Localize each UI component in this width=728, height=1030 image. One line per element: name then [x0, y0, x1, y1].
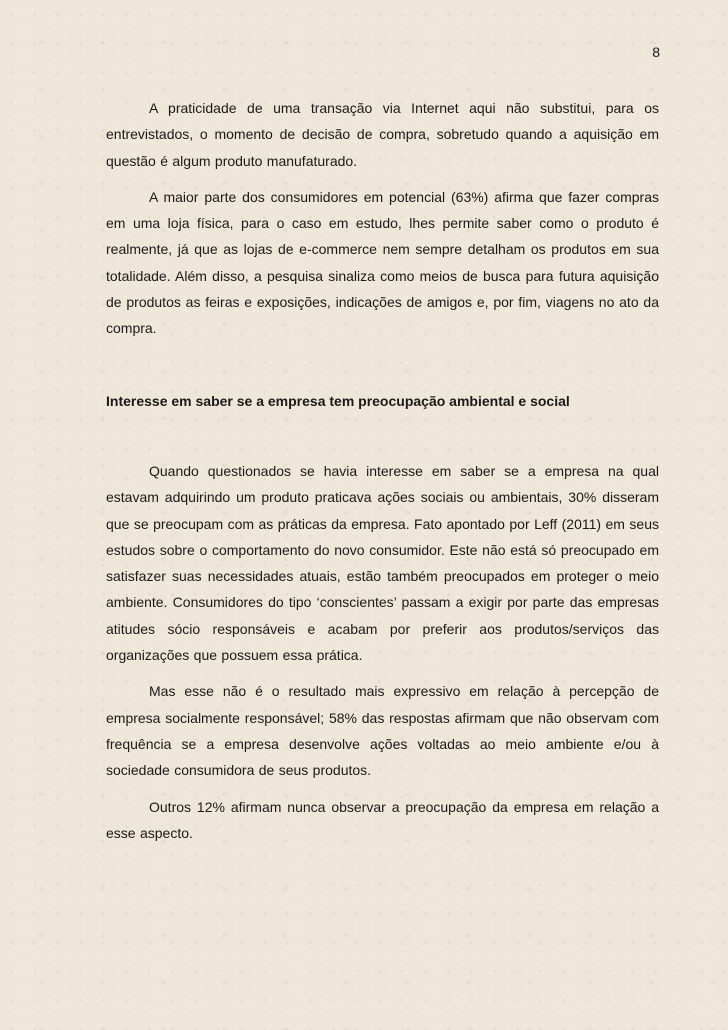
intro-text-block — [106, 95, 659, 342]
paragraph-internet-transaction: A praticidade de uma transação via Internet aqui não substitui, para os entrevistados, o momento de decisão de compra, sobretudo quando a aquisição em questão é algum produto manufaturado. — [106, 100, 659, 169]
section-heading: Interesse em saber se a empresa tem preocupação ambiental e social — [106, 393, 570, 409]
section-text-block — [106, 458, 659, 846]
paragraph-never-observe: Outros 12% afirmam nunca observar a preocupação da empresa em relação a esse aspecto. — [106, 798, 659, 841]
paragraph-physical-store: A maior parte dos consumidores em potencial (63%) afirma que fazer compras em uma loja física, para o caso em estudo, lhes permite saber como o produto é realmente, já que as lojas de e-commerce nem sempre detalham os produtos em sua totalidade. Além disso, a pesquisa sinaliza como meios de busca para futura aquisição de produtos as feiras e exposições, indicações de amigos e, por fim, viagens no ato da compra. — [106, 188, 659, 337]
paragraph-responsible-company: Mas esse não é o resultado mais expressivo em relação à percepção de empresa socialmente responsável; 58% das respostas afirmam que não observam com frequência se a empresa desenvolve ações voltadas ao meio ambiente e/ou à sociedade consumidora de seus produtos. — [106, 683, 659, 779]
page-number: 8 — [652, 44, 660, 60]
paragraph-social-environmental-interest: Quando questionados se havia interesse em saber se a empresa na qual estavam adquirindo um produto praticava ações sociais ou ambientais, 30% disseram que se preocupam com as práticas da empresa. Fato apontado por Leff (2011) em seus estudos sobre o comportamento do novo consumidor. Este não está só preocupado em satisfazer suas necessidades atuais, estão também preocupados em proteger o meio ambiente. Consumidores do tipo ‘conscientes’ passam a exigir por parte das empresas atitudes sócio responsáveis e acabam por preferir aos produtos/serviços das organizações que possuem essa prática. — [106, 463, 659, 664]
